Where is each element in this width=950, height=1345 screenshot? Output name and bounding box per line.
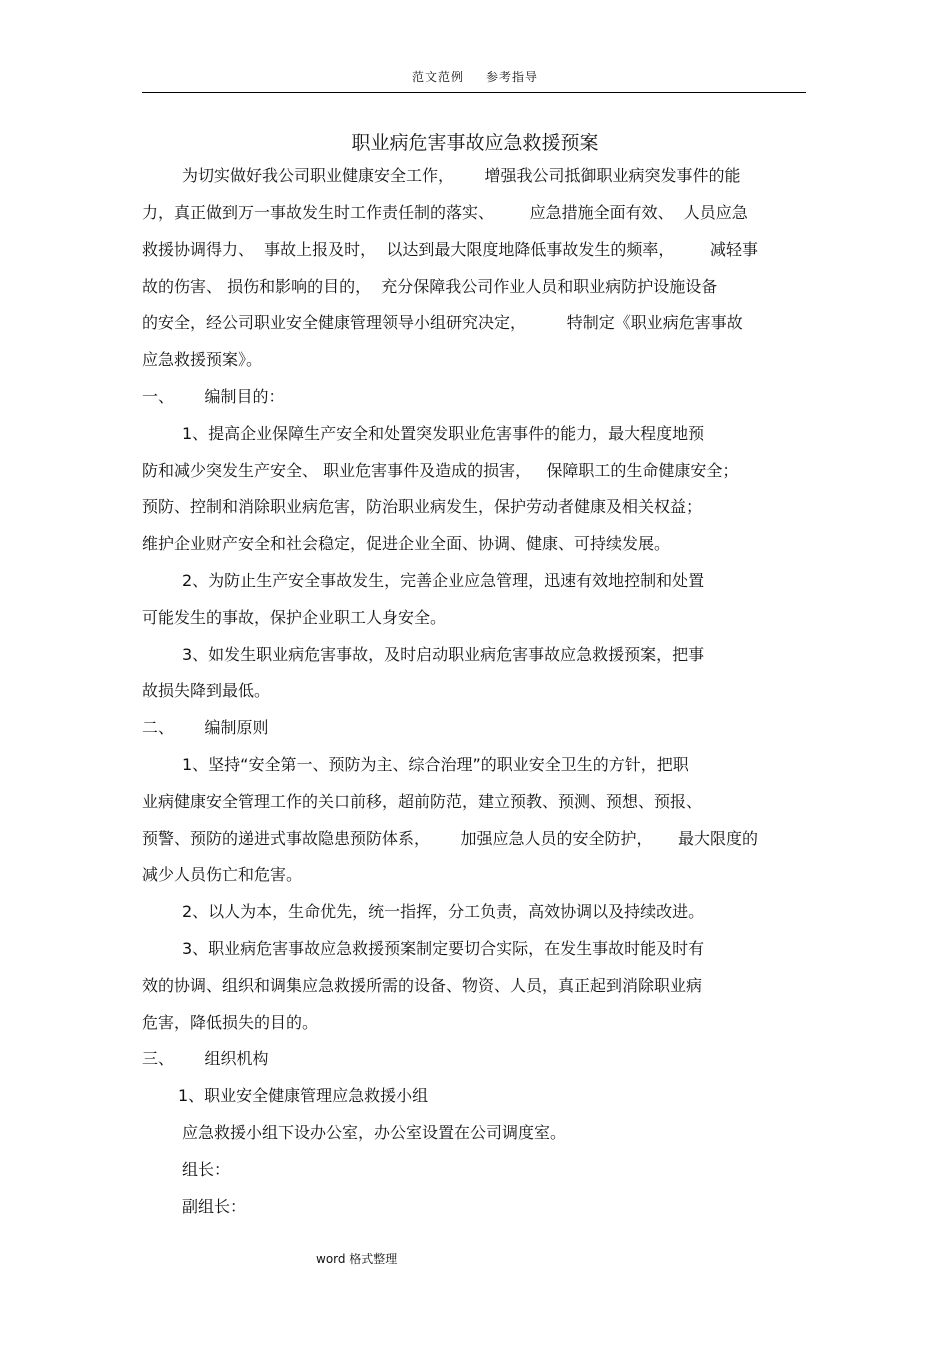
body-line: 减少人员伤亡和危害。 bbox=[142, 865, 303, 884]
body-line: 预警、预防的递进式事故隐患预防体系， 加强应急人员的安全防护， 最大限度的 bbox=[142, 829, 758, 848]
body-line: 2、以人为本，生命优先，统一指挥，分工负责，高效协调以及持续改进。 bbox=[182, 902, 705, 921]
body-line: 可能发生的事故，保护企业职工人身安全。 bbox=[142, 608, 447, 627]
document-title: 职业病危害事故应急救援预案 bbox=[351, 132, 599, 154]
body-line: 预防、控制和消除职业病危害，防治职业病发生，保护劳动者健康及相关权益； bbox=[142, 497, 703, 516]
body-line: 3、如发生职业病危害事故，及时启动职业病危害事故应急救援预案，把事 bbox=[182, 645, 705, 664]
body-line: 防和减少突发生产安全、 职业危害事件及造成的损害， 保障职工的生命健康安全； bbox=[142, 461, 739, 480]
body-line: 救援协调得力、 事故上报及时， 以达到最大限度地降低事故发生的频率， 减轻事 bbox=[142, 240, 758, 259]
body-line: 的安全，经公司职业安全健康管理领导小组研究决定， 特制定《职业病危害事故 bbox=[142, 313, 743, 332]
body-line: 业病健康安全管理工作的关口前移，超前防范，建立预教、预测、预想、预报、 bbox=[142, 792, 703, 811]
body-line: 为切实做好我公司职业健康安全工作， 增强我公司抵御职业病突发事件的能 bbox=[182, 166, 741, 185]
section-heading: 三、 组织机构 bbox=[142, 1049, 269, 1068]
section-heading: 一、 编制目的： bbox=[142, 387, 285, 406]
body-line: 故的伤害、 损伤和影响的目的， 充分保障我公司作业人员和职业病防护设施设备 bbox=[142, 277, 718, 296]
page-header bbox=[0, 68, 950, 85]
body-line: 应急救援小组下设办公室，办公室设置在公司调度室。 bbox=[182, 1123, 567, 1142]
body-line: 2、为防止生产安全事故发生，完善企业应急管理，迅速有效地控制和处置 bbox=[182, 571, 705, 590]
header-rule bbox=[142, 92, 806, 93]
body-line: 1、坚持“安全第一、预防为主、综合治理”的职业安全卫生的方针，把职 bbox=[182, 755, 689, 774]
body-line: 危害，降低损失的目的。 bbox=[142, 1013, 319, 1032]
body-line: 效的协调、组织和调集应急救援所需的设备、物资、人员，真正起到消除职业病 bbox=[142, 976, 703, 995]
header-right-text: 参考指导 bbox=[486, 70, 539, 84]
body-line: 3、职业病危害事故应急救援预案制定要切合实际，在发生事故时能及时有 bbox=[182, 939, 705, 958]
body-line: 1、提高企业保障生产安全和处置突发职业危害事件的能力，最大程度地预 bbox=[182, 424, 705, 443]
body-line: 组长： bbox=[182, 1160, 231, 1179]
header-left-text: 范文范例 bbox=[411, 70, 464, 84]
body-line: 故损失降到最低。 bbox=[142, 681, 271, 700]
subsection-heading: 1、职业安全健康管理应急救援小组 bbox=[178, 1086, 429, 1105]
page-footer: word 格式整理 bbox=[316, 1252, 398, 1266]
body-line: 应急救援预案》。 bbox=[142, 350, 263, 369]
body-line: 维护企业财产安全和社会稳定，促进企业全面、协调、健康、可持续发展。 bbox=[142, 534, 671, 553]
body-line: 力，真正做到万一事故发生时工作责任制的落实、 应急措施全面有效、 人员应急 bbox=[142, 203, 748, 222]
section-heading: 二、 编制原则 bbox=[142, 718, 269, 737]
body-line: 副组长： bbox=[182, 1197, 247, 1216]
